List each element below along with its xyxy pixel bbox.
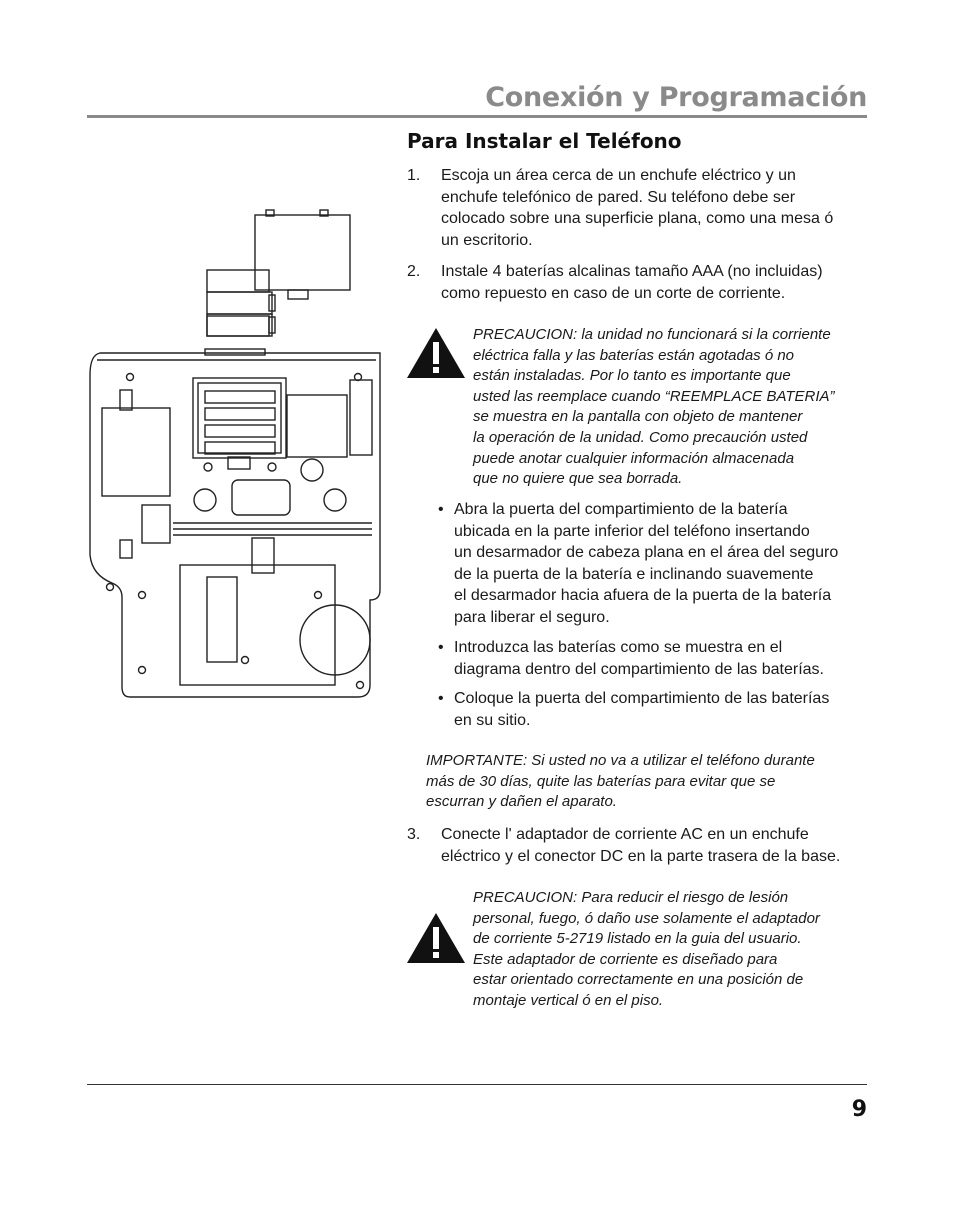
caution-line: PRECAUCION: la unidad no funcionará si la corriente: [473, 326, 831, 343]
bullet-line: Coloque la puerta del compartimiento de las baterías: [454, 690, 830, 707]
bullet-line: diagrama dentro del compartimiento de las baterías.: [454, 660, 824, 678]
bullet-line: ubicada en la parte inferior del teléfono insertando: [454, 522, 810, 540]
step-3: [407, 824, 869, 867]
bullet-line: un desarmador de cabeza plana en el área del seguro: [454, 544, 839, 561]
bullet-2: [438, 637, 868, 680]
caution-line: estar orientado correctamente en una posición de: [473, 971, 804, 989]
header-rule: [87, 115, 867, 118]
caution-line: que no quiere que sea borrada.: [473, 470, 683, 488]
step-line: un escritorio.: [441, 231, 533, 249]
caution-line: eléctrica falla y las baterías están agotadas ó no: [473, 346, 795, 364]
bullet-dot: •: [438, 690, 444, 707]
important-line: más de 30 días, quite las baterías para evitar que se: [426, 772, 776, 790]
step-line: Instale 4 baterías alcalinas tamaño AAA (no incluidas): [441, 263, 823, 280]
footer-rule: [87, 1084, 867, 1085]
bullet-line: el desarmador hacia afuera de la puerta de la batería: [454, 587, 832, 604]
warning-triangle-icon: [407, 913, 465, 963]
caution-note-1: [473, 325, 867, 490]
phone-base-illustration: [80, 205, 390, 700]
caution-line: Este adaptador de corriente es diseñado para: [473, 950, 778, 968]
caution-line: montaje vertical ó en el piso.: [473, 991, 664, 1009]
bullet-line: Abra la puerta del compartimiento de la batería: [454, 501, 788, 518]
caution-line: la operación de la unidad. Como precaución usted: [473, 428, 808, 446]
step-line: eléctrico y el conector DC en la parte trasera de la base.: [441, 847, 841, 865]
step-2: [407, 261, 869, 304]
bullet-line: en su sitio.: [454, 711, 531, 729]
bullet-dot: •: [438, 639, 444, 656]
bullet-3: [438, 688, 868, 731]
caution-line: PRECAUCION: Para reducir el riesgo de lesión: [473, 889, 789, 906]
step-1: [407, 165, 869, 251]
caution-note-2: [473, 888, 867, 1012]
section-title: Para Instalar el Teléfono: [407, 129, 682, 153]
bullet-line: de la puerta de la batería e inclinando suavemente: [454, 565, 814, 583]
warning-triangle-icon: [407, 328, 465, 378]
step-line: colocado sobre una superficie plana, como una mesa ó: [441, 210, 834, 227]
step-number: 1.: [407, 167, 421, 184]
caution-line: usted las reemplace cuando “REEMPLACE BATERIA”: [473, 387, 835, 405]
caution-line: personal, fuego, ó daño use solamente el adaptador: [473, 909, 820, 927]
page-section-title: Conexión y Programación: [485, 82, 867, 113]
bullet-line: Introduzca las baterías como se muestra en el: [454, 639, 783, 656]
page-number: 9: [851, 1097, 867, 1122]
step-line: Conecte l' adaptador de corriente AC en un enchufe: [441, 826, 809, 843]
important-line: escurran y dañen el aparato.: [426, 793, 617, 810]
caution-line: están instaladas. Por lo tanto es importante que: [473, 367, 791, 385]
caution-line: de corriente 5-2719 listado en la guia del usuario.: [473, 930, 802, 948]
caution-line: puede anotar cualquier información almacenada: [473, 449, 795, 467]
step-number: 3.: [407, 826, 421, 843]
important-note: [426, 751, 856, 813]
step-line: enchufe telefónico de pared. Su teléfono debe ser: [441, 188, 796, 206]
bullet-line: para liberar el seguro.: [454, 608, 610, 626]
important-line: IMPORTANTE: Si usted no va a utilizar el teléfono durante: [426, 752, 815, 769]
bullet-dot: •: [438, 501, 444, 518]
step-line: Escoja un área cerca de un enchufe eléctrico y un: [441, 167, 796, 184]
step-number: 2.: [407, 263, 421, 280]
caution-line: se muestra en la pantalla con objeto de mantener: [473, 408, 803, 426]
bullet-1: [438, 499, 868, 628]
step-line: como repuesto en caso de un corte de corriente.: [441, 284, 786, 302]
